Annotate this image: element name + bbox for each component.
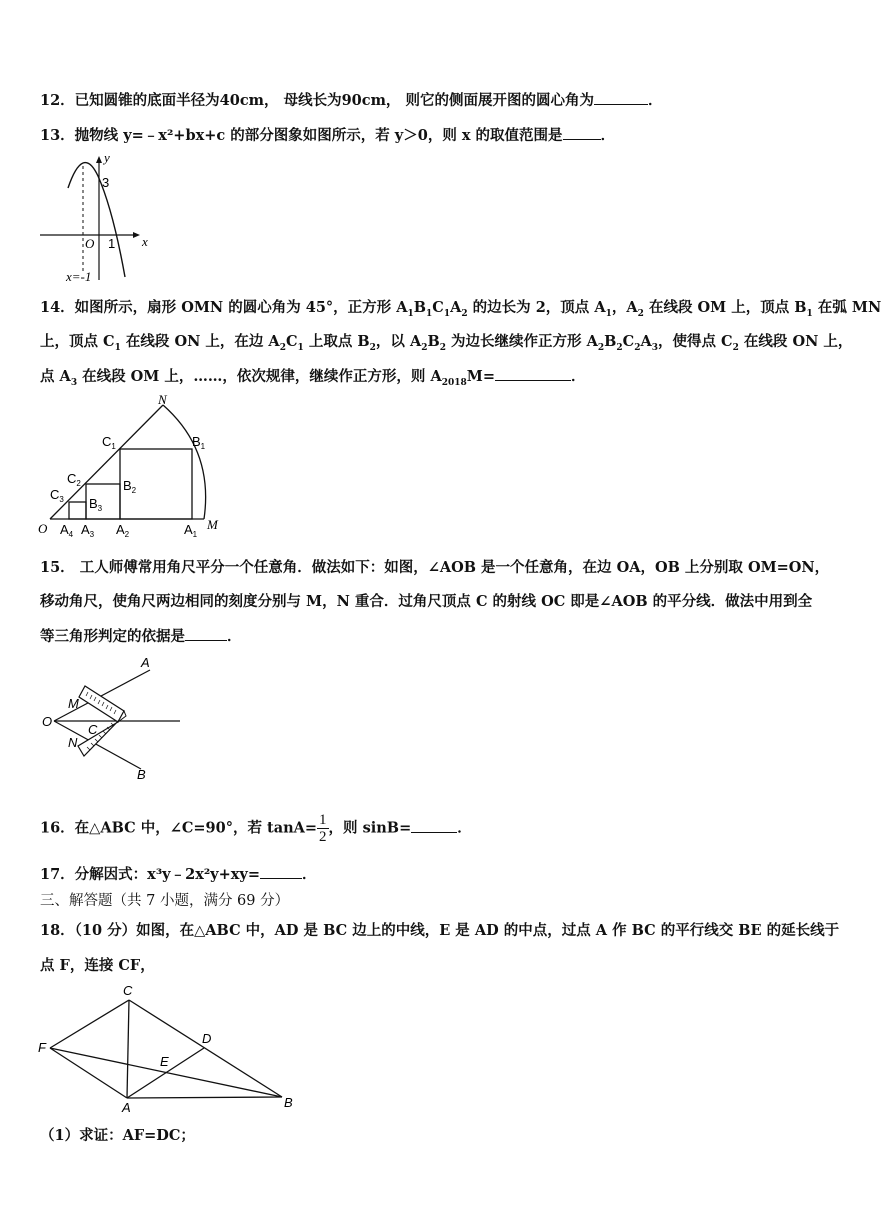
q14-answer-blank[interactable] (495, 366, 571, 381)
q15-text: 等三角形判定的依据是 (40, 628, 185, 645)
label-b: B (137, 767, 146, 782)
subscript: 1 (806, 308, 813, 319)
question-13 (40, 125, 838, 146)
subscript: 2 (439, 342, 446, 353)
label-c3: $C_3$ (50, 487, 64, 504)
label-c1: $C_1$ (102, 434, 116, 451)
label-f: F (38, 1040, 46, 1055)
q14-text: B (427, 333, 440, 350)
subscript: 3 (651, 342, 658, 353)
question-12 (40, 90, 838, 111)
q14-text: ，以 A (375, 333, 422, 350)
label-d: D (202, 1031, 212, 1046)
q18-triangle-figure (36, 980, 306, 1115)
label-e: E (160, 1054, 169, 1069)
label-a4: $A_4$ (60, 522, 74, 539)
question-15-line-1 (40, 558, 838, 578)
y-label: y (104, 150, 110, 165)
q13-text: 13．抛物线 y=﹣x²+bx+c 的部分图象如图所示，若 y＞0，则 x 的取值范围是 (40, 127, 563, 144)
q16-answer-blank[interactable] (411, 818, 457, 833)
label-b2: $B_2$ (123, 478, 137, 495)
subscript: 1 (605, 308, 612, 319)
q14-text: 在线段 ON 上，在边 A (120, 333, 280, 350)
label-a1: $A_1$ (184, 522, 198, 539)
subscript: 1 (426, 308, 433, 319)
label-a: A (122, 1100, 131, 1115)
y-intercept-label: 3 (102, 175, 110, 190)
q18-subquestion-1 (40, 1126, 838, 1146)
q14-text: 14．如图所示，扇形 OMN 的圆心角为 45°，正方形 A (40, 299, 408, 316)
q18-sub1-text: （1）求证：AF=DC； (40, 1127, 195, 1144)
q18-text: 18．（10 分）如图，在△ABC 中，AD 是 BC 边上的中线，E 是 AD 的中点，过点 A 作 BC 的平行线交 BE 的延长线于 (40, 922, 840, 939)
question-14-line-1 (40, 298, 881, 324)
label-b3: $B_3$ (89, 496, 103, 513)
q14-text: A (450, 299, 462, 316)
label-a3: $A_3$ (81, 522, 95, 539)
q14-text: 为边长继续作正方形 A (446, 333, 598, 350)
question-14-line-2 (40, 332, 853, 358)
square-a3b3c3a4 (69, 502, 86, 519)
q14-text: ，A (611, 299, 638, 316)
label-o: O (42, 714, 53, 729)
q14-text: 在弧 MN (812, 299, 881, 316)
q14-text: A (640, 333, 652, 350)
subscript: 1 (114, 342, 121, 353)
q14-end: ． (570, 368, 586, 385)
segment-ca (127, 1000, 129, 1098)
question-18-line-2 (40, 956, 838, 976)
q15-text: 15． 工人师傅常用角尺平分一个任意角．做法如下：如图，∠AOB 是一个任意角，在边 OA，OB 上分别取 OM=ON， (40, 559, 830, 576)
subscript: 2 (597, 342, 605, 353)
q15-text: 移动角尺，使角尺两边相同的刻度分别与 M，N 重合．过角尺顶点 C 的射线 OC 即是∠AOB 的平分线．做法中用到全 (40, 593, 813, 610)
section-title (40, 891, 838, 911)
label-c: C (123, 983, 133, 998)
q14-text: 点 A (40, 368, 71, 385)
label-b: B (284, 1095, 293, 1110)
subscript: 2 (461, 308, 468, 319)
q16-text: ，则 sinB= (328, 819, 412, 837)
subscript: 2 (369, 342, 376, 353)
segment-fc (50, 1000, 129, 1048)
q14-text: 在线段 ON 上， (738, 333, 853, 350)
label-m: M (207, 517, 218, 532)
label-n: N (158, 392, 167, 407)
subscript: 2018 (441, 377, 467, 388)
label-m: M (68, 696, 79, 711)
q16-end: ． (457, 819, 472, 837)
q12-answer-blank[interactable] (594, 90, 648, 105)
origin-label: O (85, 236, 95, 251)
fraction-numerator: 1 (319, 812, 327, 828)
question-17 (40, 864, 838, 885)
x-intercept-label: 1 (108, 236, 116, 251)
q15-angle-square-figure (38, 652, 188, 787)
subscript: 1 (297, 342, 304, 353)
question-18-line-1 (40, 921, 838, 941)
q14-text: 在线段 OM 上，顶点 B (643, 299, 807, 316)
x-label: x (142, 234, 148, 249)
q17-end: ． (301, 866, 317, 883)
q14-sector-squares-figure (36, 392, 236, 545)
subscript: 2 (634, 342, 641, 353)
q14-text: ，使得点 C (658, 333, 733, 350)
q14-text: M= (466, 368, 495, 385)
subscript: 2 (421, 342, 428, 353)
q14-text: 上，顶点 C (40, 333, 115, 350)
axis-of-symmetry-label: x=-1 (66, 269, 92, 284)
q14-text: 在线段 OM 上，……，依次规律，继续作正方形，则 A (77, 368, 442, 385)
x-axis-arrow (133, 232, 140, 238)
subscript: 2 (616, 342, 623, 353)
q14-text: B (604, 333, 617, 350)
q13-end: ． (600, 127, 616, 144)
label-c: C (88, 722, 98, 737)
subscript: 3 (70, 377, 78, 388)
question-15-line-3 (40, 626, 838, 647)
segment-ab (127, 1097, 282, 1098)
section-title-text: 三、解答题（共 7 小题，满分 69 分） (40, 893, 290, 909)
q14-text: C (432, 299, 444, 316)
y-axis-arrow (96, 156, 102, 163)
q13-answer-blank[interactable] (563, 125, 601, 140)
q14-text: 上取点 B (303, 333, 370, 350)
question-15-line-2 (40, 592, 838, 612)
label-c2: $C_2$ (67, 471, 81, 488)
q14-text: C (622, 333, 635, 350)
q14-text: C (285, 333, 298, 350)
subscript: 1 (443, 308, 451, 319)
label-b1: $B_1$ (192, 434, 206, 451)
q12-end: ． (647, 92, 663, 109)
q14-text: 的边长为 2，顶点 A (467, 299, 606, 316)
subscript: 2 (279, 342, 286, 353)
segment-on (50, 405, 163, 519)
label-a: A (141, 655, 150, 670)
q17-text: 17．分解因式：x³y﹣2x²y+xy= (40, 866, 260, 883)
label-n: N (68, 735, 78, 750)
label-o: O (38, 521, 48, 536)
q15-end: ． (227, 628, 242, 645)
q12-text: 12．已知圆锥的底面半径为40cm， 母线长为90cm， 则它的侧面展开图的圆心角为 (40, 92, 594, 109)
q18-text: 点 F，连接 CF， (40, 957, 155, 974)
fraction-denominator: 2 (319, 829, 327, 845)
subscript: 2 (732, 342, 739, 353)
q16-text: 16．在△ABC 中，∠C=90°，若 tanA= (40, 819, 318, 837)
fraction-one-half (317, 812, 329, 845)
q17-answer-blank[interactable] (260, 864, 302, 879)
subscript: 2 (637, 308, 644, 319)
subscript: 1 (407, 308, 414, 319)
q14-text: B (413, 299, 427, 316)
arc-mn (163, 405, 206, 519)
label-a2: $A_2$ (116, 522, 130, 539)
parabola-curve (68, 163, 125, 277)
q13-parabola-figure (38, 150, 153, 285)
q15-answer-blank[interactable] (185, 626, 227, 641)
question-16 (40, 812, 838, 845)
question-14-line-3 (40, 366, 838, 393)
